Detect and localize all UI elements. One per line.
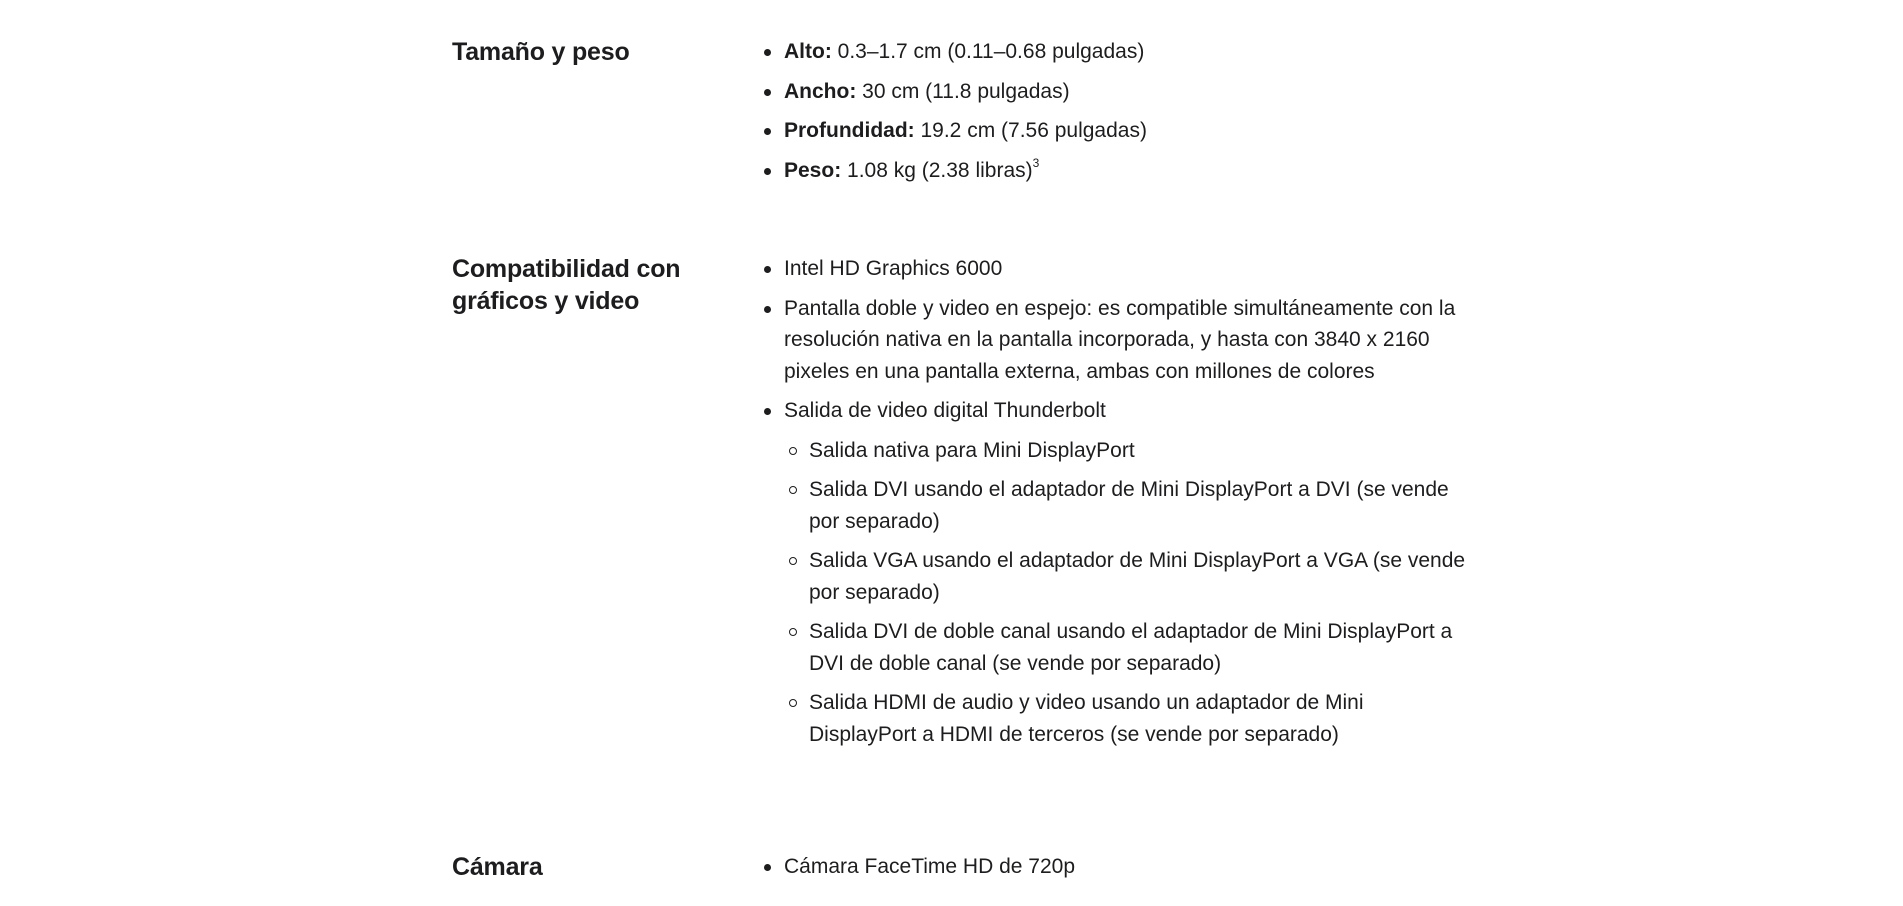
sub-item: Salida DVI de doble canal usando el adaptador de Mini DisplayPort a DVI de doble canal (se vende por separado): [809, 616, 1472, 679]
spec-label: Alto:: [784, 40, 832, 63]
spec-list: [784, 851, 1472, 891]
sub-item: Salida DVI usando el adaptador de Mini DisplayPort a DVI (se vende por separado): [809, 474, 1472, 537]
spec-item-thunderbolt: [784, 395, 1472, 750]
section-title: Cámara: [452, 853, 543, 881]
spec-label: Ancho:: [784, 79, 857, 103]
spec-value: 30 cm (11.8 pulgadas): [856, 79, 1070, 103]
spec-item-dual-display: Pantalla doble y video en espejo: es compatible simultáneamente con la resolución nativa en la pantalla incorporada, y hasta con 3840 x 2160 pixeles en una pantalla externa, ambas con millones de colores: [784, 293, 1472, 388]
footnote-link[interactable]: 3: [1032, 155, 1040, 170]
spec-item-depth: [784, 115, 1472, 147]
spec-item-camera: Cámara FaceTime HD de 720p: [784, 851, 1472, 883]
spec-value: 0.3–1.7 cm (0.11–0.68 pulgadas): [831, 40, 1145, 63]
spec-item-graphics: Intel HD Graphics 6000: [784, 253, 1472, 285]
spec-list: [784, 36, 1472, 194]
section-title: Compatibilidad con gráficos y video: [452, 255, 681, 315]
spec-list: [784, 253, 1472, 758]
spec-item-width: [784, 76, 1472, 108]
spec-value: 1.08 kg (2.38 libras): [841, 158, 1033, 182]
sub-item: Salida HDMI de audio y video usando un adaptador de Mini DisplayPort a HDMI de terceros (se vende por separado): [809, 687, 1472, 750]
spec-item-weight: [784, 155, 1472, 187]
sub-item: Salida nativa para Mini DisplayPort: [809, 435, 1472, 467]
spec-label: Profundidad:: [784, 119, 915, 142]
spec-value: 19.2 cm (7.56 pulgadas): [914, 119, 1147, 142]
spec-label: Peso:: [784, 158, 842, 182]
sub-item: Salida VGA usando el adaptador de Mini DisplayPort a VGA (se vende por separado): [809, 545, 1472, 608]
section-title: Tamaño y peso: [452, 38, 630, 66]
spec-text: Salida de video digital Thunderbolt: [784, 399, 1106, 422]
spec-item-height: [784, 36, 1472, 68]
sub-list: [784, 435, 1472, 751]
